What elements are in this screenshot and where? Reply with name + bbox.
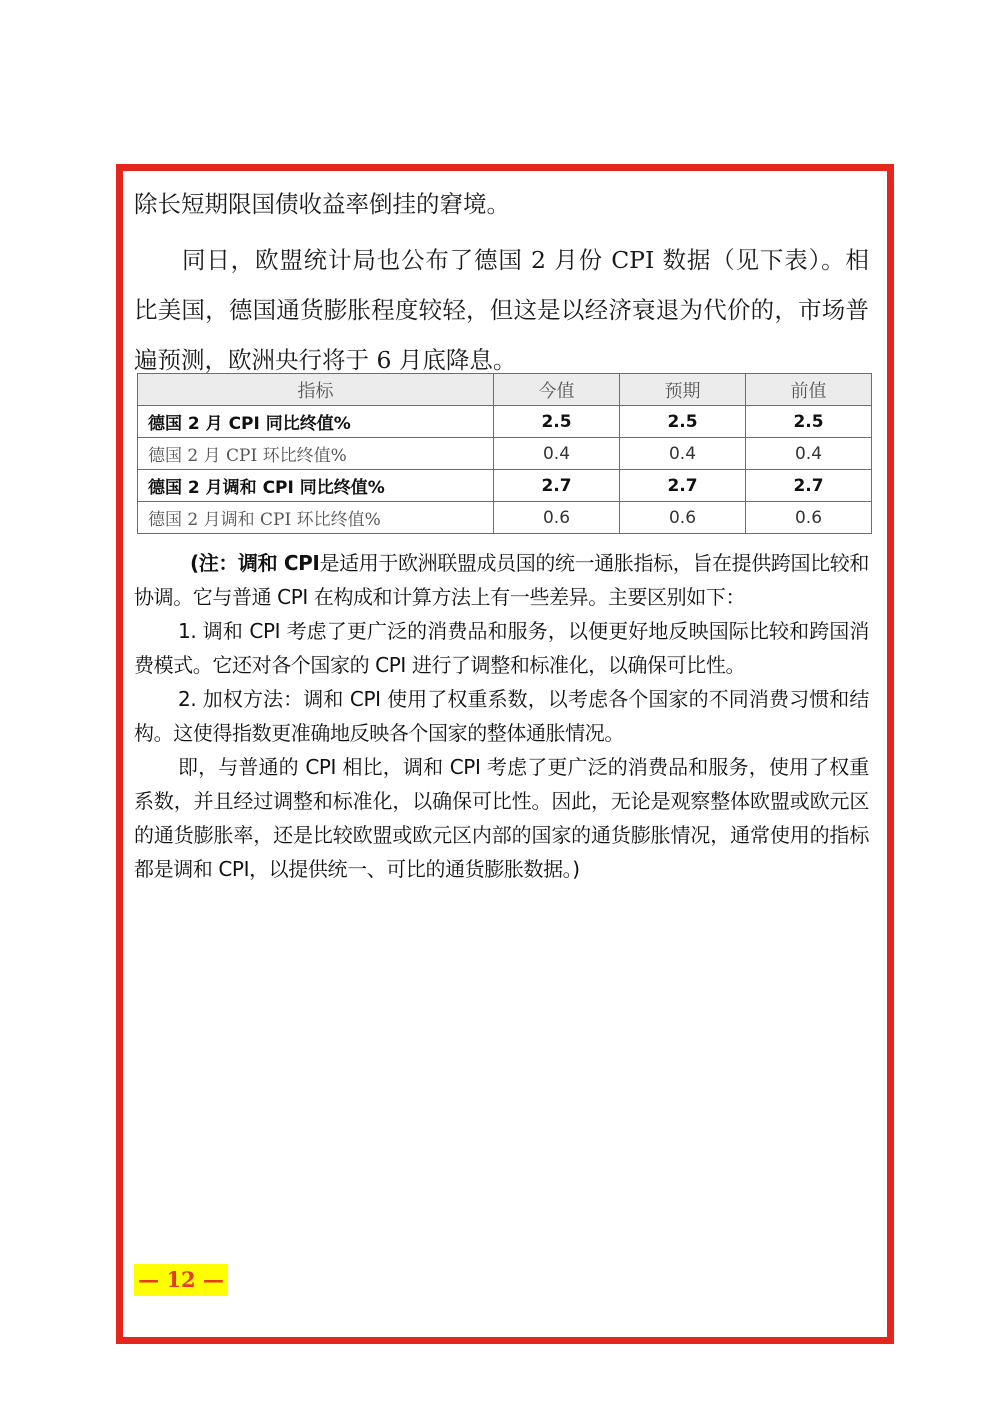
row-current: 0.6 bbox=[494, 502, 620, 534]
table-row bbox=[138, 502, 872, 534]
row-previous: 2.7 bbox=[746, 470, 872, 502]
page-number: — 12 — bbox=[134, 1264, 228, 1296]
row-previous: 0.4 bbox=[746, 438, 872, 470]
table-row bbox=[138, 438, 872, 470]
table-row bbox=[138, 406, 872, 438]
row-expected: 2.5 bbox=[620, 406, 746, 438]
note-paragraph-3: 2. 加权方法：调和 CPI 使用了权重系数，以考虑各个国家的不同消费习惯和结构。这使得指数更准确地反映各个国家的整体通胀情况。 bbox=[134, 687, 869, 745]
row-previous: 0.6 bbox=[746, 502, 872, 534]
row-expected: 0.6 bbox=[620, 502, 746, 534]
cpi-table bbox=[137, 373, 872, 534]
row-label: 德国 2 月调和 CPI 同比终值% bbox=[138, 470, 494, 502]
note-paragraph-4: 即，与普通的 CPI 相比，调和 CPI 考虑了更广泛的消费品和服务，使用了权重系数，并且经过调整和标准化，以确保可比性。因此，无论是观察整体欧盟或欧元区的通货膨胀率，还是比较欧盟或欧元区内部的国家的通货膨胀情况，通常使用的指标都是调和 CPI，以提供统一、可比的通货膨胀数据。) bbox=[134, 755, 869, 881]
header-expected: 预期 bbox=[620, 374, 746, 406]
row-expected: 2.7 bbox=[620, 470, 746, 502]
row-label: 德国 2 月调和 CPI 环比终值% bbox=[138, 502, 494, 534]
header-current: 今值 bbox=[494, 374, 620, 406]
row-label: 德国 2 月 CPI 同比终值% bbox=[138, 406, 494, 438]
row-current: 2.7 bbox=[494, 470, 620, 502]
row-current: 2.5 bbox=[494, 406, 620, 438]
row-expected: 0.4 bbox=[620, 438, 746, 470]
note-paragraph-1 bbox=[134, 546, 869, 614]
note-block bbox=[134, 546, 869, 886]
row-previous: 2.5 bbox=[746, 406, 872, 438]
note-paragraph-2: 1. 调和 CPI 考虑了更广泛的消费品和服务，以便更好地反映国际比较和跨国消费模式。它还对各个国家的 CPI 进行了调整和标准化，以确保可比性。 bbox=[134, 619, 869, 677]
table-header-row bbox=[138, 374, 872, 406]
header-indicator: 指标 bbox=[138, 374, 494, 406]
body-line-1: 除长短期限国债收益率倒挂的窘境。 bbox=[134, 190, 510, 218]
note-lead: (注：调和 CPI bbox=[190, 551, 320, 575]
note-paragraph-1-text: 是适用于欧洲联盟成员国的统一通胀指标，旨在提供跨国比较和协调。它与普通 CPI 在构成和计算方法上有一些差异。主要区别如下： bbox=[134, 551, 869, 609]
table-row bbox=[138, 470, 872, 502]
row-current: 0.4 bbox=[494, 438, 620, 470]
body-paragraph-2: 同日，欧盟统计局也公布了德国 2 月份 CPI 数据（见下表）。相比美国，德国通货膨胀程度较轻，但这是以经济衰退为代价的，市场普遍预测，欧洲央行将于 6 月底降息。 bbox=[134, 246, 869, 374]
header-previous: 前值 bbox=[746, 374, 872, 406]
row-label: 德国 2 月 CPI 环比终值% bbox=[138, 438, 494, 470]
